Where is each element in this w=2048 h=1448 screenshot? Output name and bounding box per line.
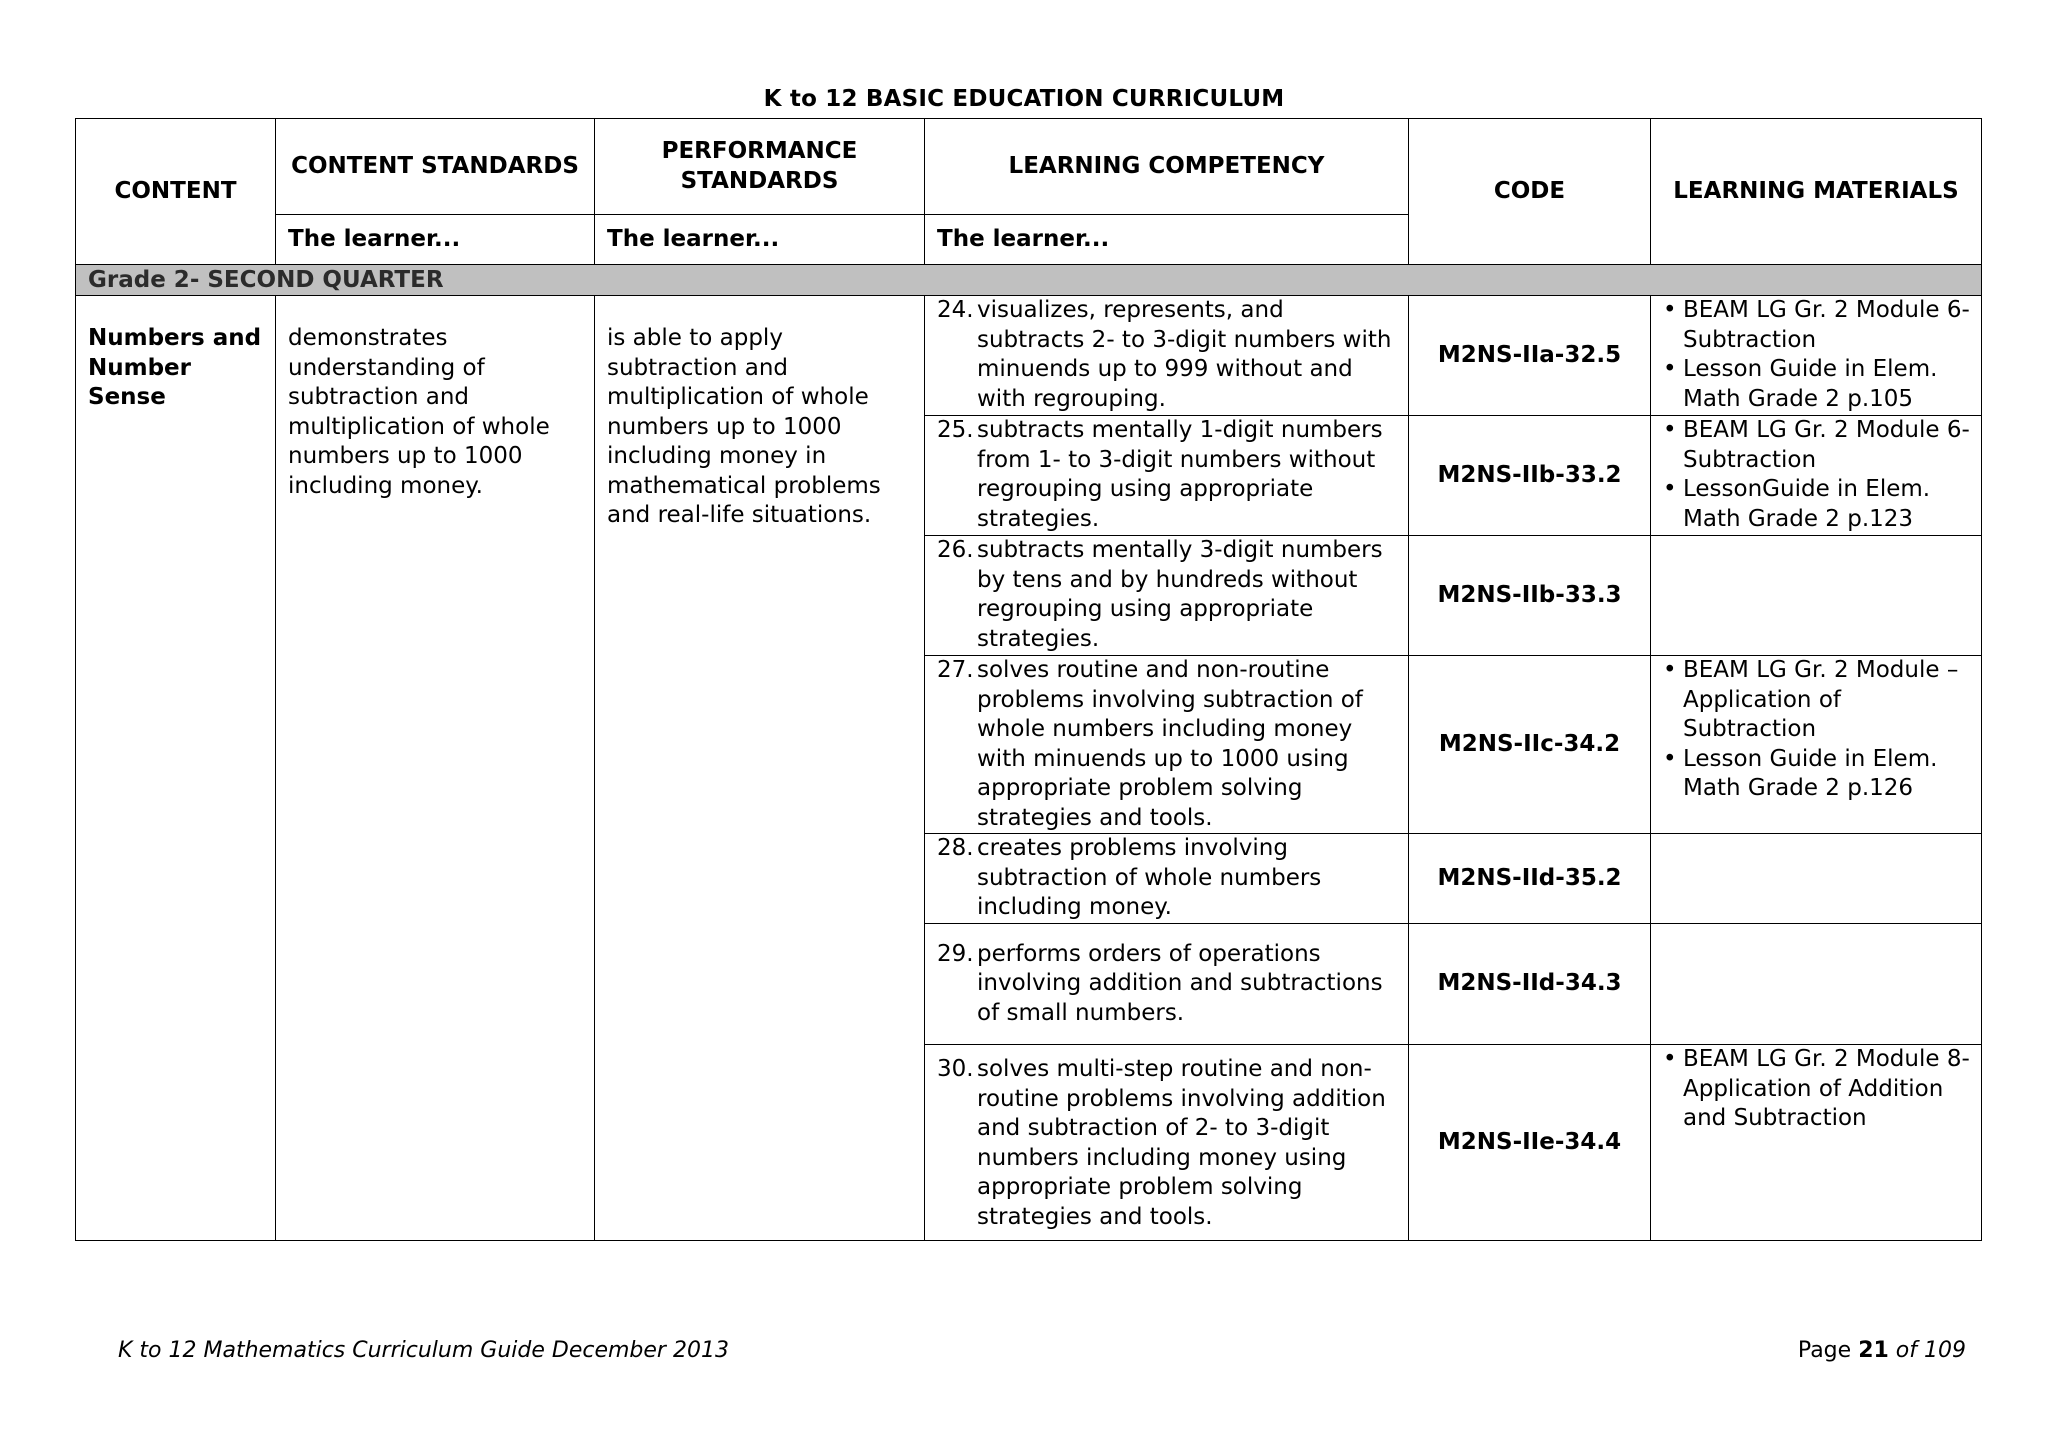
header-content-standards: CONTENT STANDARDS	[276, 119, 595, 215]
learner-label-cs: The learner...	[276, 215, 595, 265]
materials-list	[1651, 656, 1981, 804]
materials-list	[1651, 1045, 1981, 1134]
code-cell: M2NS-IIa-32.5	[1409, 296, 1651, 416]
competency-number: 28.	[937, 835, 974, 861]
materials-cell	[1651, 834, 1982, 924]
competency-number: 26.	[937, 537, 974, 563]
header-content: CONTENT	[76, 119, 276, 265]
header-row	[76, 119, 1982, 215]
learner-label-ps: The learner...	[595, 215, 925, 265]
competency-number: 25.	[937, 417, 974, 443]
material-item: • BEAM LG Gr. 2 Module 6- Subtraction	[1663, 416, 1973, 475]
footer-guide-title: K to 12 Mathematics Curriculum Guide December 2013	[118, 1338, 729, 1363]
competency-number: 27.	[937, 657, 974, 683]
competency-text: subtracts mentally 3-digit numbers by tens and by hundreds without regrouping using appropriate strategies.	[977, 537, 1383, 652]
competency-text: subtracts mentally 1-digit numbers from 1- to 3-digit numbers without regrouping using appropriate strategies.	[977, 417, 1383, 532]
code-cell: M2NS-IIb-33.3	[1409, 536, 1651, 656]
bullet-icon: •	[1663, 1046, 1677, 1072]
bullet-icon: •	[1663, 745, 1677, 772]
code-cell: M2NS-IId-35.2	[1409, 834, 1651, 924]
header-code: CODE	[1409, 119, 1651, 265]
materials-cell	[1651, 656, 1982, 834]
competency-number: 30.	[937, 1056, 974, 1082]
competency-number: 24.	[937, 297, 974, 323]
material-item: • LessonGuide in Elem. Math Grade 2 p.123	[1663, 475, 1973, 534]
competency-text: creates problems involving subtraction of whole numbers including money.	[977, 835, 1322, 920]
material-item: • BEAM LG Gr. 2 Module 6- Subtraction	[1663, 296, 1973, 355]
bullet-icon: •	[1663, 356, 1677, 382]
materials-cell	[1651, 924, 1982, 1045]
material-item: • Lesson Guide in Elem. Math Grade 2 p.126	[1663, 745, 1973, 804]
bullet-icon: •	[1663, 476, 1677, 502]
competency-cell	[925, 536, 1409, 656]
materials-cell	[1651, 296, 1982, 416]
header-learning-competency: LEARNING COMPETENCY	[925, 119, 1409, 215]
materials-cell	[1651, 536, 1982, 656]
competency-text: performs orders of operations involving addition and subtractions of small numbers.	[977, 940, 1383, 1026]
competency-text: solves multi-step routine and non-routine problems involving addition and subtraction of 2- to 3-digit numbers including money using appropriate problem solving strategies and tools.	[977, 1056, 1386, 1230]
materials-cell	[1651, 416, 1982, 536]
competency-text: visualizes, represents, and subtracts 2- to 3-digit numbers with minuends up to 999 without and with regrouping.	[977, 297, 1392, 412]
footer-page-number: Page 21 of 109	[1797, 1338, 1966, 1363]
competency-cell	[925, 1045, 1409, 1241]
quarter-label: Grade 2- SECOND QUARTER	[76, 265, 1982, 296]
content-cell: Numbers and Number Sense	[76, 296, 276, 1241]
competency-cell	[925, 924, 1409, 1045]
code-cell: M2NS-IIb-33.2	[1409, 416, 1651, 536]
competency-cell	[925, 296, 1409, 416]
competency-cell	[925, 834, 1409, 924]
performance-standard-cell: is able to apply subtraction and multiplication of whole numbers up to 1000 including money in mathematical problems and real-life situations.	[595, 296, 925, 1241]
bullet-icon: •	[1663, 297, 1677, 323]
code-cell: M2NS-IId-34.3	[1409, 924, 1651, 1045]
header-performance-standards: PERFORMANCE STANDARDS	[595, 119, 925, 215]
quarter-row	[76, 265, 1982, 296]
bullet-icon: •	[1663, 657, 1677, 683]
materials-list	[1651, 296, 1981, 414]
bullet-icon: •	[1663, 417, 1677, 443]
document-title: K to 12 BASIC EDUCATION CURRICULUM	[763, 86, 1285, 112]
competency-cell	[925, 416, 1409, 536]
material-item: • Lesson Guide in Elem. Math Grade 2 p.105	[1663, 355, 1973, 414]
code-cell: M2NS-IIc-34.2	[1409, 656, 1651, 834]
header-learning-materials: LEARNING MATERIALS	[1651, 119, 1982, 265]
competency-text: solves routine and non-routine problems involving subtraction of whole numbers including money with minuends up to 1000 using appropriate problem solving strategies and tools.	[977, 657, 1363, 831]
competency-number: 29.	[937, 940, 974, 967]
code-cell: M2NS-IIe-34.4	[1409, 1045, 1651, 1241]
materials-cell	[1651, 1045, 1982, 1241]
learner-label-lc: The learner...	[925, 215, 1409, 265]
material-item: • BEAM LG Gr. 2 Module 8- Application of Addition and Subtraction	[1663, 1045, 1973, 1134]
table-row	[76, 296, 1982, 416]
competency-cell	[925, 656, 1409, 834]
materials-list	[1651, 416, 1981, 534]
content-standard-cell: demonstrates understanding of subtraction and multiplication of whole numbers up to 1000 including money.	[276, 296, 595, 1241]
material-item: • BEAM LG Gr. 2 Module – Application of Subtraction	[1663, 656, 1973, 745]
curriculum-table	[75, 118, 1982, 1241]
